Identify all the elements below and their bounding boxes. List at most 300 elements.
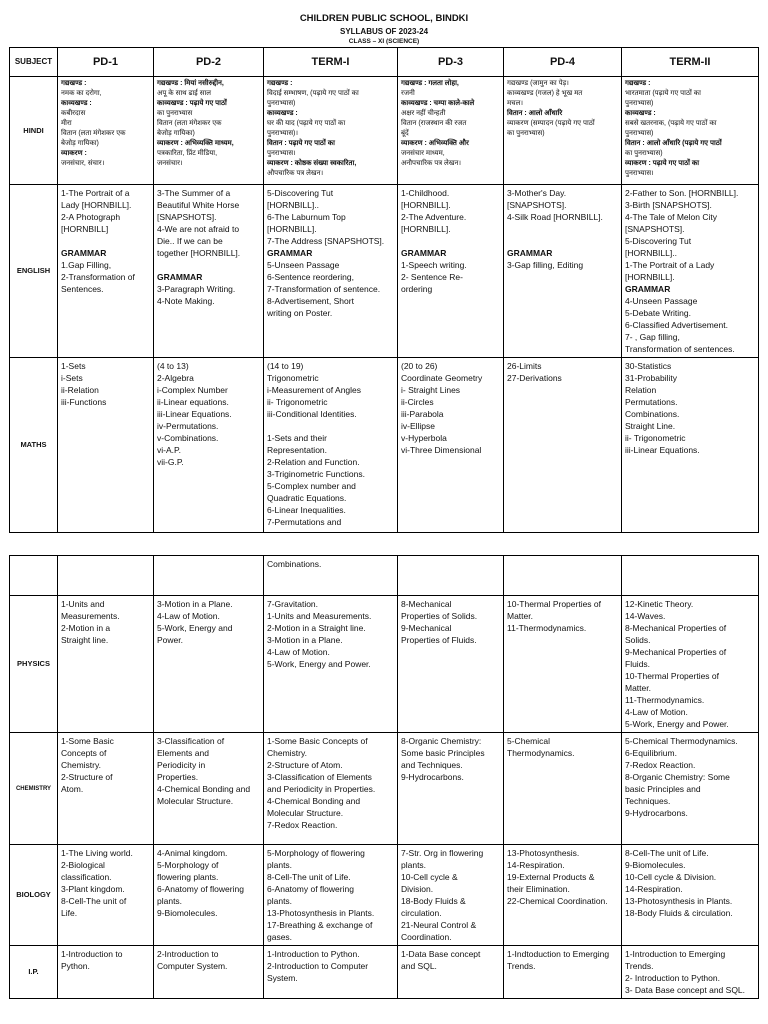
syllabus-cell [58,185,154,358]
column-header-subject: SUBJECT [10,48,58,77]
cell-line: Coordination. [401,932,452,942]
cell-line: [HORNBILL].. [625,248,677,258]
cell-line: Some basic Principles [401,748,485,758]
cell-line: Straight Line. [625,421,676,431]
cell-line: 1.Gap Filling, [61,260,112,270]
cell-line: 8-Mechanical Properties of [625,623,727,633]
cell-line: Atom. [61,784,84,794]
cell-line: ii-Circles [401,397,434,407]
cell-line: vi-Three Dimensional [401,445,482,455]
cell-line: 1-Introduction to Python. [267,949,360,959]
syllabus-cell [154,733,264,845]
cell-line: काव्यखण्ड : [625,110,656,117]
cell-line: बूंदें [401,130,409,137]
cell-line: [SNAPSHOTS]. [157,212,217,222]
cell-line: नमक का दरोगा, [61,90,102,97]
cell-line: गद्यखण्ड : [61,80,87,87]
syllabus-cell [154,845,264,946]
cell-line: Thermodynamics. [507,748,575,758]
cell-line: GRAMMAR [401,248,447,258]
cell-line: 1-Sets [61,361,86,371]
cell-line: Straight line. [61,635,109,645]
syllabus-cell [398,596,504,733]
cell-line: iii-Functions [61,397,107,407]
cell-line: 5-Work, Energy and Power. [625,719,729,729]
cell-line: plants. [267,860,293,870]
syllabus-table-part-1 [9,47,759,533]
cell-line: [HORNBILL].. [267,200,319,210]
cell-line: 2-A Photograph [61,212,121,222]
subject-row [10,358,759,533]
cell-line: Periodicity in [157,760,206,770]
syllabus-cell [504,845,622,946]
cell-line: वितान : आलो आँधारि (पढ़ाये गए पाठों [625,140,722,147]
subject-row [10,596,759,733]
cell-line [507,235,618,247]
cell-line: 7-The Address [SNAPSHOTS]. [267,236,385,246]
cell-line: 5-Work, Energy and Power. [267,659,371,669]
cell-line: काव्यखण्ड (गजल) हे भूख मत [507,90,583,97]
cell-line: 5-Complex number and [267,481,356,491]
cell-line: Concepts of [61,748,107,758]
cell-line: 4-Note Making. [157,296,215,306]
cell-line: and SQL. [401,961,437,971]
cell-line: गद्यखण्ड : मियां नसीरुद्दीन, [157,80,224,87]
cell-line [401,235,500,247]
cell-line: Properties. [157,772,199,782]
cell-line: [HORNBILL]. [401,224,451,234]
cell-line: i-Sets [61,373,83,383]
cell-line: कबीरदास [61,110,86,117]
column-header-pd-4: PD-4 [504,48,622,77]
cell-line: 5-Discovering Tut [267,188,334,198]
cell-line: 3-Classification of [157,736,225,746]
syllabus-cell [398,556,504,596]
cell-line: 5-Discovering Tut [625,236,692,246]
syllabus-cell [398,185,504,358]
cell-line: जनसंचार। [157,160,183,167]
cell-line: (14 to 19) [267,361,304,371]
cell-line: 8-Cell-The unit of Life. [267,872,351,882]
cell-line: circulation. [401,908,442,918]
column-header-term-2: TERM-II [622,48,759,77]
cell-line: 5-Morphology of flowering [267,848,365,858]
cell-line: व्याकरण : कोष्ठक संख्या स्वकारिता, [267,160,357,167]
cell-line: Fluids. [625,659,651,669]
cell-line: 17-Breathing & exchange of [267,920,373,930]
syllabus-cell [504,185,622,358]
school-name: CHILDREN PUBLIC SCHOOL, BINDKI [299,13,469,24]
cell-line: 8-Organic Chemistry: [401,736,482,746]
cell-line: Representation. [267,445,328,455]
cell-line: मचल। [507,100,524,107]
cell-line: 5-Debate Writing. [625,308,691,318]
syllabus-cell [264,358,398,533]
cell-line: 1-Some Basic [61,736,114,746]
cell-line: plants. [401,860,427,870]
syllabus-cell [264,596,398,733]
cell-line: 4-Unseen Passage [625,296,698,306]
cell-line: 13-Photosynthesis in Plants. [625,896,733,906]
cell-line: GRAMMAR [267,248,313,258]
cell-line: 3-The Summer of a [157,188,231,198]
cell-line: and Periodicity in Properties. [267,784,376,794]
cell-line: 14-Waves. [625,611,666,621]
syllabus-cell [58,946,154,999]
cell-line: 18-Body Fluids & [401,896,466,906]
cell-line: Coordinate Geometry [401,373,483,383]
cell-line: 6-Linear Inequalities. [267,505,346,515]
cell-line: 9-Mechanical Properties of [625,647,727,657]
cell-line: 7-Redox Reaction. [267,820,338,830]
cell-line: 8-Mechanical [401,599,452,609]
cell-line [61,235,150,247]
cell-line: वितान : पढ़ाये गए पाठों का [267,140,335,147]
cell-line: 6-The Laburnum Top [267,212,346,222]
syllabus-cell [264,185,398,358]
subject-row [10,733,759,845]
cell-line: व्याकरण : पढ़ाये गए पाठों का [625,160,700,167]
cell-line: गद्यखण्ड : गलता लोहा, [401,80,459,87]
syllabus-cell [58,845,154,946]
cell-line: वितान (राजस्थान की रजत [401,120,467,127]
subject-name: HINDI [10,77,58,185]
cell-line: gases. [267,932,293,942]
cell-line: 5-Morphology of [157,860,219,870]
cell-line: 14-Respiration. [625,884,683,894]
cell-line: 9-Mechanical [401,623,452,633]
cell-line: 8-Cell-The unit of Life. [625,848,709,858]
cell-line: 5-Chemical Thermodynamics. [625,736,738,746]
syllabus-cell [58,596,154,733]
syllabus-cell [264,556,398,596]
cell-line: 4-Law of Motion. [157,611,220,621]
cell-line: together [HORNBILL]. [157,248,241,258]
cell-line: Trends. [625,961,654,971]
cell-line: 21-Neural Control & [401,920,477,930]
cell-line: 2- Introduction to Python. [625,973,720,983]
cell-line: GRAMMAR [61,248,107,258]
syllabus-cell [504,77,622,185]
cell-line: 8-Advertisement, Short [267,296,354,306]
cell-line: 6-Sentence reordering, [267,272,354,282]
class-label: CLASS – XI (SCIENCE) [348,38,420,45]
syllabus-cell [622,946,759,999]
cell-line: 5-Work, Energy and [157,623,233,633]
cell-line: 2- Sentence Re- [401,272,463,282]
cell-line: v-Hyperbola [401,433,447,443]
cell-line [157,259,260,271]
cell-line: Molecular Structure. [267,808,344,818]
cell-line: i-Measurement of Angles [267,385,362,395]
cell-line: का पुनराभ्यास [157,110,193,117]
cell-line: 4-Animal kingdom. [157,848,228,858]
cell-line: पुनराभ्यास) [267,100,296,107]
cell-line: गद्यखण्ड : [625,80,651,87]
cell-line: Computer System. [157,961,228,971]
cell-line: 2-Algebra [157,373,194,383]
cell-line: पुनराभ्यास। [625,170,654,177]
cell-line: [SNAPSHOTS]. [507,200,567,210]
cell-line: व्याकरण : [61,150,87,157]
cell-line: का पुनराभ्यास) [507,130,545,137]
cell-line: अपू के साथ ढाई साल [157,90,211,97]
cell-line: 9-Hydrocarbons. [401,772,464,782]
cell-line: घर की याद (पढ़ाये गए पाठों का [267,120,346,127]
cell-line: जनसंचार माध्यम, [401,150,445,157]
cell-line: 19-External Products & [507,872,595,882]
cell-line: बेजोड़ गायिका) [61,140,99,147]
cell-line: सबसे खतरनाक, (पढ़ाये गए पाठों का [625,120,717,127]
syllabus-cell [154,358,264,533]
cell-line: मीरा [61,120,72,127]
syllabus-cell [154,185,264,358]
cell-line: [HORNBILL]. [267,224,317,234]
cell-line: 10-Thermal Properties of [625,671,720,681]
cell-line: व्याकरण : अभिव्यक्ति और [401,140,469,147]
subject-row [10,77,759,185]
cell-line: 3- Data Base concept and SQL. [625,985,746,995]
cell-line: 2-Structure of Atom. [267,760,343,770]
subject-row [10,185,759,358]
cell-line: (4 to 13) [157,361,189,371]
syllabus-cell [58,358,154,533]
cell-line: 2-Introduction to [157,949,219,959]
syllabus-cell [504,733,622,845]
cell-line: 7-Redox Reaction. [625,760,696,770]
syllabus-cell [154,596,264,733]
cell-line: Chemistry. [267,748,307,758]
cell-line: पुनराभ्यास) [625,130,654,137]
cell-line: व्याकरण (सम्पादन (पढ़ाये गए पाठों [507,120,595,127]
cell-line: 3-Motion in a Plane. [157,599,233,609]
syllabus-cell [58,733,154,845]
cell-line: Solids. [625,635,651,645]
cell-line: 7-Transformation of sentence. [267,284,381,294]
cell-line: गद्यखण्ड : [267,80,293,87]
syllabus-cell [264,845,398,946]
cell-line: Transformation of sentences. [625,344,735,354]
cell-line: 6-Anatomy of flowering [267,884,354,894]
cell-line: Lady [HORNBILL]. [61,200,132,210]
cell-line: 1-The Living world. [61,848,133,858]
cell-line: 4-Law of Motion. [267,647,330,657]
cell-line: 2-Introduction to Computer [267,961,369,971]
cell-line: ordering [401,284,433,294]
cell-line: पत्रकारिता, प्रिंट मीडिया, [157,150,218,157]
cell-line: 1-Introduction to Emerging [625,949,726,959]
cell-line: ii-Linear equations. [157,397,229,407]
cell-line: अक्षर नहीं चीन्हती [401,110,446,117]
header-row [10,48,759,77]
cell-line: काव्यखण्ड : चम्पा काले-काले [401,100,475,107]
syllabus-cell [264,946,398,999]
cell-line: 10-Cell cycle & Division. [625,872,717,882]
cell-line: 1-The Portrait of a [61,188,130,198]
syllabus-cell [154,556,264,596]
cell-line: v-Combinations. [157,433,219,443]
cell-line: writing on Poster. [267,308,333,318]
cell-line: Sentences. [61,284,104,294]
cell-line: 4-Law of Motion. [625,707,688,717]
syllabus-cell [154,77,264,185]
cell-line: 3-Paragraph Writing. [157,284,236,294]
cell-line: 7-Gravitation. [267,599,319,609]
subject-name: PHYSICS [10,596,58,733]
syllabus-cell [398,358,504,533]
syllabus-cell [504,596,622,733]
syllabus-cell [264,733,398,845]
syllabus-cell [398,733,504,845]
cell-line: 6-Classified Advertisement. [625,320,728,330]
syllabus-cell [398,77,504,185]
cell-line: का पुनराभ्यास) [625,150,663,157]
cell-line: काव्यखण्ड : पढ़ाये गए पाठों [157,100,227,107]
cell-line: (20 to 26) [401,361,438,371]
cell-line: Life. [61,908,78,918]
cell-line: Combinations. [267,559,322,569]
cell-line: iii-Linear Equations. [625,445,700,455]
column-header-pd-3: PD-3 [398,48,504,77]
cell-line: GRAMMAR [625,284,671,294]
column-header-pd-1: PD-1 [58,48,154,77]
cell-line: iii-Conditional Identities. [267,409,357,419]
cell-line: plants. [157,896,183,906]
cell-line: 5-Chemical [507,736,550,746]
cell-line: 7-Permutations and [267,517,342,527]
cell-line: गद्यखण्ड (जामुन का पेड़। [507,80,569,87]
cell-line: 2-Motion in a [61,623,111,633]
cell-line: 2-Biological [61,860,105,870]
cell-line: Matter. [625,683,651,693]
cell-line: iv-Permutations. [157,421,219,431]
syllabus-cell [622,596,759,733]
cell-line: पुनराभ्यास)। [267,130,299,137]
cell-line: ii-Relation [61,385,99,395]
cell-line: ii- Trigonometric [267,397,328,407]
syllabus-cell [58,77,154,185]
cell-line: flowering plants. [157,872,219,882]
cell-line: व्याकरण : अभिव्यक्ति माध्यम, [157,140,234,147]
cell-line: 3-Gap filling, Editing [507,260,584,270]
cell-line: 1-Some Basic Concepts of [267,736,368,746]
subject-row [10,845,759,946]
cell-line: Beautiful White Horse [157,200,240,210]
cell-line: 27-Derivations [507,373,562,383]
cell-line: iii-Linear Equations. [157,409,232,419]
cell-line: 3-Plant kingdom. [61,884,125,894]
syllabus-cell [622,77,759,185]
syllabus-cell [622,733,759,845]
subject-name [10,556,58,596]
cell-line: basic Principles and [625,784,701,794]
syllabus-cell [398,845,504,946]
cell-line: वितान (लता मंगेशकर एक [157,120,222,127]
cell-line: 1-Units and [61,599,105,609]
cell-line: System. [267,973,298,983]
cell-line: Division. [401,884,434,894]
cell-line: 4-The Tale of Melon City [625,212,717,222]
syllabus-cell [622,358,759,533]
cell-line: 3-Mother's Day. [507,188,567,198]
cell-line: 9-Biomolecules. [625,860,686,870]
cell-line: 31-Probability [625,373,677,383]
cell-line: [HORNBILL] [61,224,109,234]
cell-line: 6-Equilibrium. [625,748,677,758]
cell-line: plants. [267,896,293,906]
cell-line: 1-Indtoduction to Emerging [507,949,610,959]
cell-line: 13-Photosynthesis in Plants. [267,908,375,918]
cell-line: Techniques. [625,796,671,806]
cell-line: Combinations. [625,409,680,419]
cell-line: Molecular Structure. [157,796,234,806]
cell-line: Trigonometric [267,373,319,383]
cell-line: Power. [157,635,183,645]
cell-line: 13-Photosynthesis. [507,848,580,858]
cell-line: 3-Triginometric Functions. [267,469,365,479]
cell-line: 1-Introduction to [61,949,123,959]
cell-line: vi-A.P. [157,445,181,455]
cell-line: Python. [61,961,90,971]
cell-line: 18-Body Fluids & circulation. [625,908,733,918]
cell-line: 3-Classification of Elements [267,772,372,782]
cell-line: पुनराभ्यास। [267,150,296,157]
cell-line: 1-Units and Measurements. [267,611,372,621]
cell-line [507,223,618,235]
cell-line: their Elimination. [507,884,570,894]
cell-line: 2-Motion in a Straight line. [267,623,366,633]
cell-line: 2-Relation and Function. [267,457,360,467]
cell-line: iv-Ellipse [401,421,436,431]
cell-line: 4-We are not afraid to [157,224,240,234]
syllabus-cell [58,556,154,596]
column-header-pd-2: PD-2 [154,48,264,77]
cell-line: 3-Motion in a Plane. [267,635,343,645]
syllabus-cell [504,946,622,999]
syllabus-cell [504,358,622,533]
syllabus-cell [504,556,622,596]
cell-line: ii- Trigonometric [625,433,686,443]
cell-line: 4-Chemical Bonding and [267,796,361,806]
cell-line: Permutations. [625,397,678,407]
cell-line: 7-Str. Org in flowering [401,848,484,858]
cell-line: 1-Data Base concept [401,949,481,959]
subject-name: CHEMISTRY [10,733,58,845]
cell-line: औपचारिक पत्र लेखन। [267,170,324,177]
cell-line: बेजोड़ गायिका) [157,130,195,137]
subject-name: ENGLISH [10,185,58,358]
syllabus-title: SYLLABUS OF 2023-24 [339,27,429,36]
cell-line: 4-Chemical Bonding and [157,784,251,794]
cell-line: 14-Respiration. [507,860,565,870]
subject-row [10,556,759,596]
cell-line: 10-Thermal Properties of [507,599,602,609]
cell-line: i- Straight Lines [401,385,461,395]
cell-line: vii-G.P. [157,457,184,467]
subject-name: BIOLOGY [10,845,58,946]
cell-line: classification. [61,872,112,882]
syllabus-cell [398,946,504,999]
cell-line: Chemistry. [61,760,101,770]
cell-line: वितान : आलो आँधारि [507,110,563,117]
subject-name: MATHS [10,358,58,533]
cell-line: 11-Thermodynamics. [507,623,587,633]
cell-line: 10-Cell cycle & [401,872,458,882]
cell-line: काव्यखण्ड : [61,100,92,107]
cell-line: GRAMMAR [507,248,553,258]
cell-line: जनसंचार, संचार। [61,160,105,167]
cell-line: Die.. If we can be [157,236,223,246]
